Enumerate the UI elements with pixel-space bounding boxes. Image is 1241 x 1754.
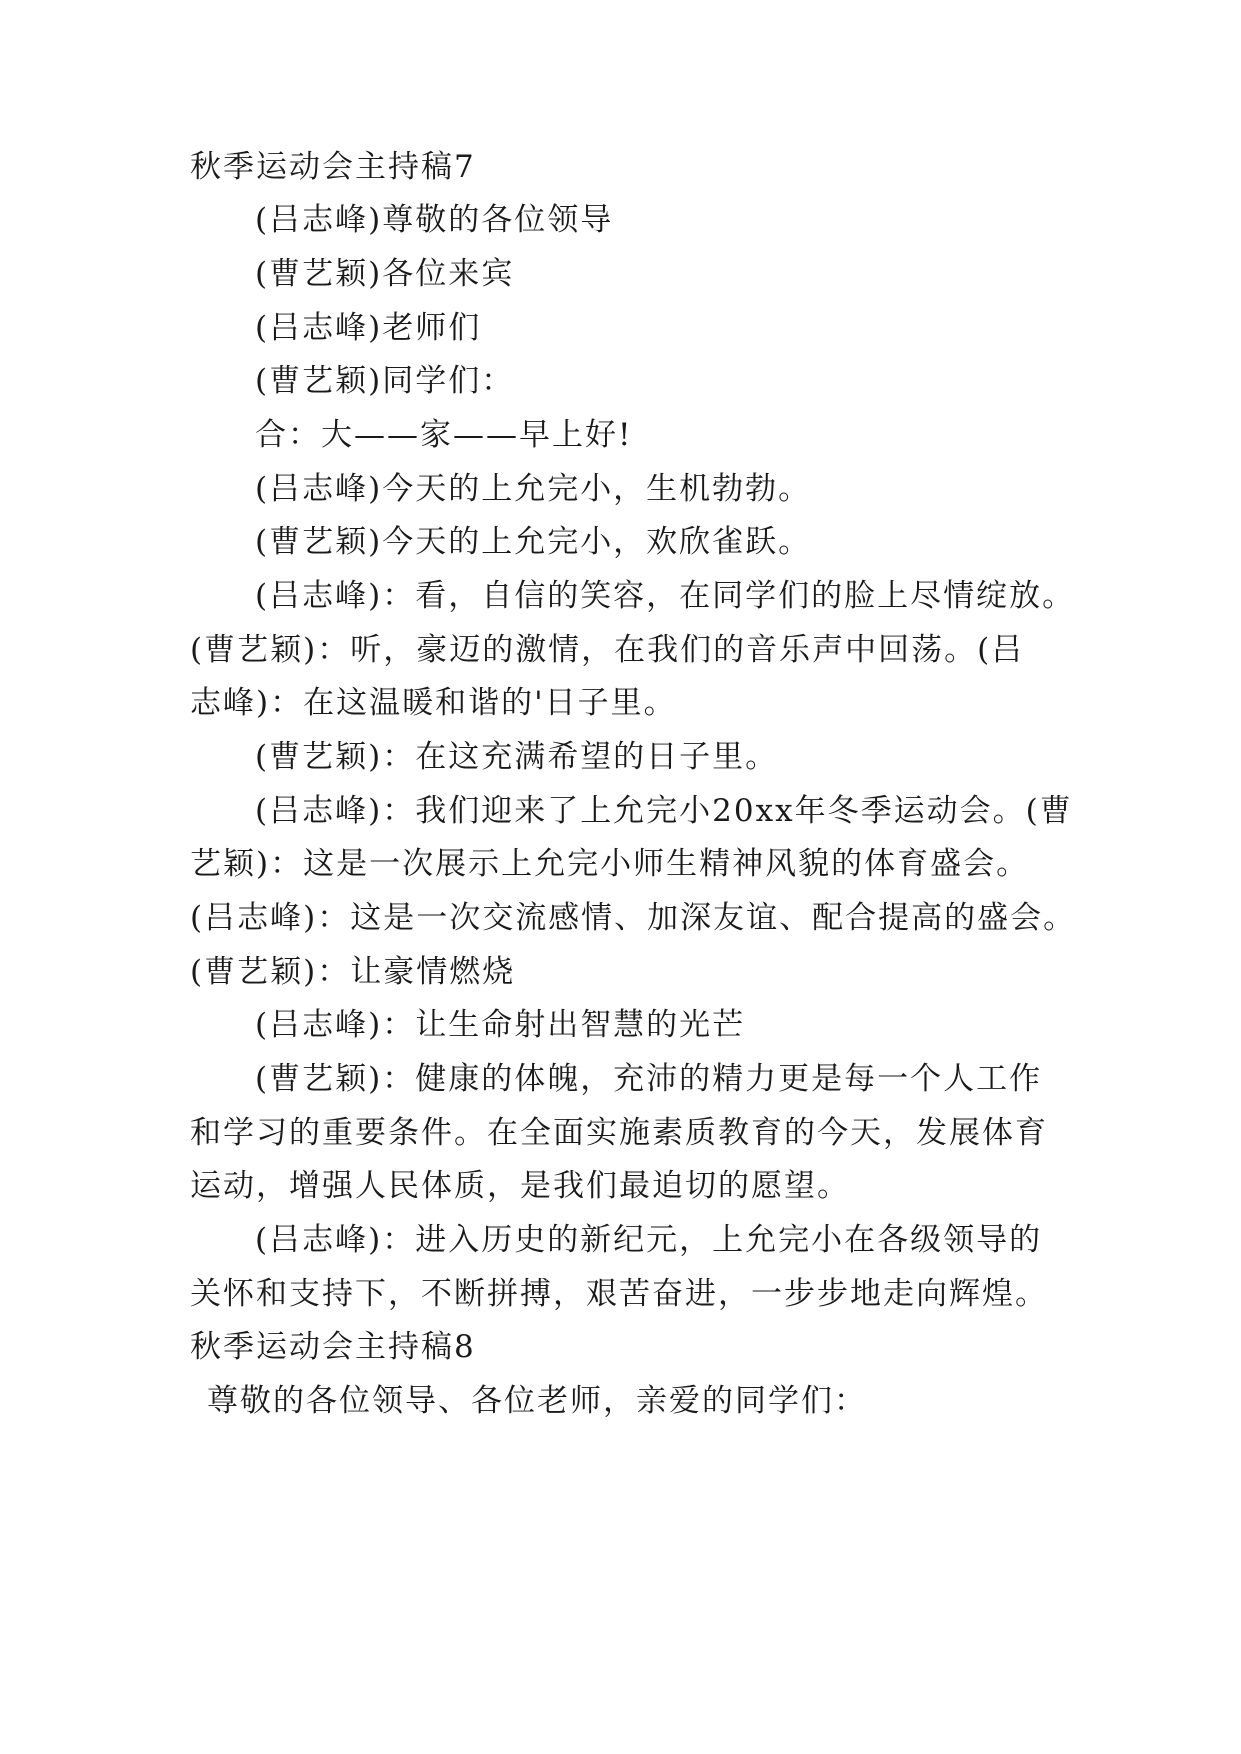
paragraph: (吕志峰)：我们迎来了上允完小20xx年冬季运动会。(曹	[255, 793, 1073, 829]
section-title-8: 秋季运动会主持稿8	[190, 1329, 476, 1365]
section-title-7: 秋季运动会主持稿7	[190, 149, 476, 185]
paragraph: (吕志峰)：让生命射出智慧的光芒	[255, 1007, 746, 1043]
paragraph-line: (曹艺颖)：听，豪迈的激情，在我们的音乐声中回荡。(吕	[190, 632, 1025, 668]
paragraph-line: (吕志峰)：这是一次交流感情、加深友谊、配合提高的盛会。	[190, 900, 1077, 936]
paragraph: (吕志峰)：看，自信的笑容，在同学们的脸上尽情绽放。	[255, 578, 1076, 614]
paragraph: (曹艺颖)：健康的体魄，充沛的精力更是每一个人工作	[255, 1061, 1043, 1097]
paragraph: (曹艺颖)同学们：	[255, 363, 515, 399]
paragraph: 合：大——家——早上好!	[255, 417, 633, 453]
paragraph-line: 运动，增强人民体质，是我们最迫切的愿望。	[190, 1168, 850, 1204]
paragraph: (曹艺颖)今天的上允完小，欢欣雀跃。	[255, 524, 812, 560]
paragraph: (吕志峰)今天的上允完小，生机勃勃。	[255, 471, 812, 507]
paragraph-line: 和学习的重要条件。在全面实施素质教育的今天，发展体育	[190, 1115, 1048, 1151]
paragraph: 尊敬的各位领导、各位老师，亲爱的同学们：	[207, 1383, 867, 1419]
paragraph-line: 志峰)：在这温暖和谐的'日子里。	[190, 685, 677, 721]
paragraph-line: 关怀和支持下，不断拼搏，艰苦奋进，一步步地走向辉煌。	[190, 1276, 1048, 1312]
paragraph: (曹艺颖)：在这充满希望的日子里。	[255, 739, 779, 775]
paragraph: (吕志峰)老师们	[255, 310, 482, 346]
paragraph-line: 艺颖)：这是一次展示上允完小师生精神风貌的体育盛会。	[190, 846, 1030, 882]
paragraph-line: (曹艺颖)：让豪情燃烧	[190, 954, 516, 990]
paragraph: (吕志峰)：进入历史的新纪元，上允完小在各级领导的	[255, 1222, 1043, 1258]
paragraph: (吕志峰)尊敬的各位领导	[255, 202, 614, 238]
paragraph: (曹艺颖)各位来宾	[255, 256, 515, 292]
